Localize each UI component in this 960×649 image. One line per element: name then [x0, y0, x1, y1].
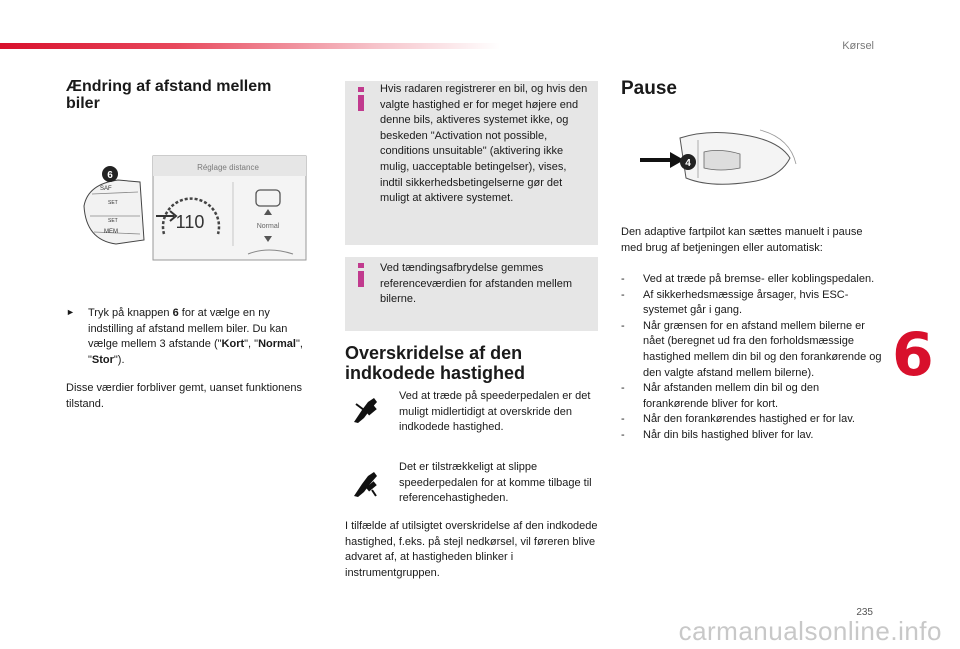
pause-conditions-list [621, 272, 883, 444]
info-text-radar: Hvis radaren registrerer en bil, og hvis den valgte hastighed er for meget højere end denne bils, aktiveres systemet ikke, og beskeden "Activation not possible, conditions unsuitable" (aktivering ikke mulig, uacceptable betingelser), vises, indtil sikkerhedsbetingelserne gør det muligt at aktivere systemet. [380, 83, 588, 205]
foot-press-pedal-icon [352, 396, 378, 424]
heading-pause: Pause [621, 78, 677, 99]
info-box-radar [345, 81, 598, 245]
info-text-ignition: Ved tændingsafbrydelse gemmes referenceværdien for afstanden mellem bilerne. [380, 262, 572, 306]
paragraph-press-accelerator: Ved at træde på speederpedalen er det muligt midlertidigt at overskride den indkodede hastighed. [399, 390, 591, 434]
pause-control-figure [640, 118, 800, 198]
foot-release-pedal-icon [352, 470, 378, 498]
section-title: Kørsel [842, 40, 874, 52]
info-icon [354, 87, 368, 111]
svg-text:4: 4 [685, 158, 691, 169]
paragraph-pause-intro: Den adaptive fartpilot kan sættes manuelt i pause med brug af betjeningen eller automatisk: [621, 226, 863, 254]
list-item: - Ved at træde på bremse- eller koblingspedalen. [621, 273, 875, 285]
paragraph-unintended-overrun: I tilfælde af utilsigtet overskridelse af den indkodede hastighed, f.eks. på stejl nedkørsel, vil føreren blive advaret af, at hastigheden blinker i instrumentgruppen. [345, 520, 598, 579]
svg-text:110: 110 [175, 212, 205, 232]
list-item: - Når den forankørendes hastighed er for lav. [621, 413, 855, 426]
svg-text:Normal: Normal [256, 223, 280, 230]
list-item: - Når afstanden mellem din bil og den forankørende bliver for kort. [621, 382, 820, 410]
list-item: - Når grænsen for en afstand mellem bilerne er nået (beregnet ud fra den forholdsmæssige hastighed mellem din bil og den forankørende og den valgte afstand mellem bilerne). [621, 319, 882, 379]
svg-text:SET: SET [108, 218, 118, 224]
heading-speed-overrun: Overskridelse af den indkodede hastighed [345, 343, 526, 383]
info-box-ignition [345, 257, 598, 331]
step-marker-icon: ► [66, 307, 75, 317]
svg-text:Réglage distance: Réglage distance [197, 163, 259, 172]
watermark: carmanualsonline.info [678, 616, 942, 646]
svg-text:6: 6 [107, 170, 113, 181]
list-item: - Når din bils hastighed bliver for lav. [621, 428, 814, 441]
svg-text:SAF: SAF [100, 186, 112, 192]
paragraph-values-saved: Disse værdier forbliver gemt, uanset funktionens tilstand. [66, 382, 302, 410]
page-number: 235 [856, 607, 873, 618]
info-icon [354, 263, 368, 287]
step-text: Tryk på knappen 6 for at vælge en ny indstilling af afstand mellem biler. Du kan vælge mellem 3 afstande ("Kort", "Normal", "Stor"). [88, 307, 303, 366]
distance-setting-figure [78, 154, 308, 262]
header-accent-bar [0, 43, 500, 49]
step-select-distance [66, 306, 306, 368]
paragraph-release-accelerator: Det er tilstrækkeligt at slippe speederpedalen for at komme tilbage til referencehastigheden. [399, 461, 592, 505]
svg-text:SET: SET [108, 200, 118, 206]
list-item: - Af sikkerhedsmæssige årsager, hvis ESC-systemet går i gang. [621, 288, 849, 317]
chapter-number: 6 [892, 320, 934, 390]
heading-distance-change: Ændring af afstand mellem biler [66, 78, 272, 112]
svg-text:MEM: MEM [104, 229, 118, 235]
